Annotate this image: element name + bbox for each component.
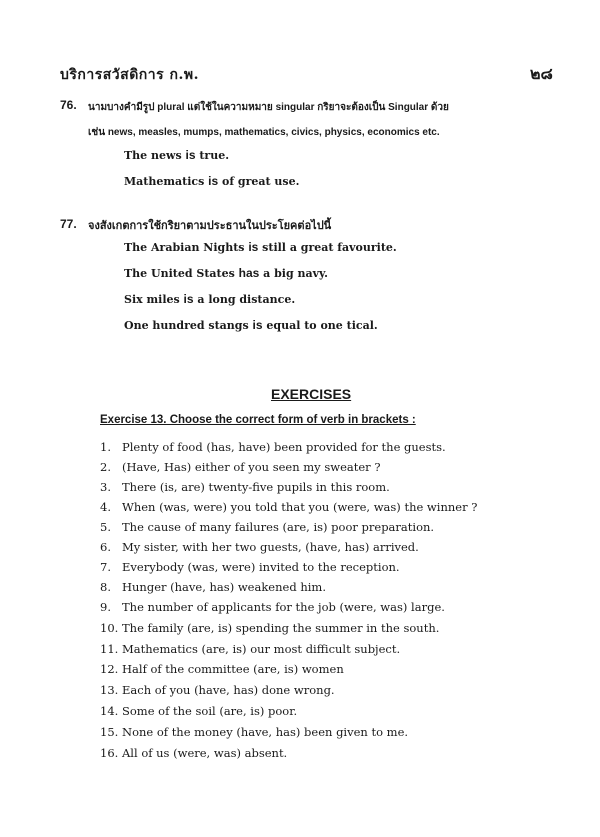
exercise-item <box>100 580 326 594</box>
exercise-item-text: When (was, were) you told that you (were, was) the winner ? <box>122 500 478 514</box>
example-verb: is <box>208 174 219 188</box>
exercise-item-number: 16. <box>100 746 119 760</box>
exercise-item <box>100 725 408 739</box>
example-verb: is <box>185 148 196 162</box>
exercise-item-text: (Have, Has) either of you seen my sweater ? <box>122 460 381 474</box>
exercise-item-text: Half of the committee (are, is) women <box>122 662 344 676</box>
exercise-item-number: 5. <box>100 520 111 534</box>
example-subject: Mathematics <box>124 175 209 188</box>
example-rest: true. <box>195 149 230 162</box>
exercise-item <box>100 560 400 574</box>
example-subject: The United States <box>124 267 239 280</box>
exercise-item-number: 15. <box>100 725 119 739</box>
example-rest: a long distance. <box>193 293 296 306</box>
exercise-item <box>100 704 297 718</box>
exercise-item <box>100 500 477 514</box>
exercise-item-text: Plenty of food (has, have) been provided for the guests. <box>122 440 446 454</box>
example-subject: The news <box>124 149 186 162</box>
exercise-item-number: 1. <box>100 440 111 454</box>
exercise-item-text: Hunger (have, has) weakened him. <box>122 580 326 594</box>
exercise-item <box>100 460 381 474</box>
example-subject: One hundred stangs <box>124 319 253 332</box>
running-header: บริการสวัสดิการ ก.พ. <box>60 67 199 83</box>
exercise-item <box>100 683 335 697</box>
exercise-item <box>100 746 287 760</box>
rule-76-line-2: เช่น news, measles, mumps, mathematics, civics, physics, economics etc. <box>88 127 440 138</box>
exercise-item-number: 13. <box>100 683 119 697</box>
exercise-item-text: There (is, are) twenty-five pupils in this room. <box>122 480 390 494</box>
exercise-item-text: My sister, with her two guests, (have, has) arrived. <box>122 540 419 554</box>
example-verb: has <box>238 266 260 280</box>
exercise-item-text: Each of you (have, has) done wrong. <box>122 683 335 697</box>
example-verb: is <box>248 240 259 254</box>
exercise-item-number: 3. <box>100 480 111 494</box>
exercise-item-text: Everybody (was, were) invited to the reception. <box>122 560 400 574</box>
exercise-item-text: The number of applicants for the job (were, was) large. <box>122 600 445 614</box>
exercise-heading <box>100 414 416 426</box>
rule-77-number: 77. <box>60 217 77 231</box>
exercise-item-text: All of us (were, was) absent. <box>122 746 288 760</box>
exercise-item-text: None of the money (have, has) been given to me. <box>122 725 409 739</box>
example-rest: still a great favourite. <box>258 241 397 254</box>
exercise-item-number: 12. <box>100 662 119 676</box>
exercise-item-text: The family (are, is) spending the summer in the south. <box>122 621 440 635</box>
rule-77-example-2 <box>124 266 328 280</box>
example-subject: The Arabian Nights <box>124 241 249 254</box>
example-rest: equal to one tical. <box>262 319 378 332</box>
exercise-item-number: 8. <box>100 580 111 594</box>
exercise-item-number: 2. <box>100 460 111 474</box>
exercise-item <box>100 540 419 554</box>
exercise-item-number: 10. <box>100 621 119 635</box>
exercise-item-number: 11. <box>100 642 119 656</box>
exercise-item <box>100 621 439 635</box>
exercises-title: EXERCISES <box>271 386 352 402</box>
example-rest: a big navy. <box>259 267 328 280</box>
rule-77-example-3 <box>124 292 295 306</box>
exercise-item <box>100 440 446 454</box>
example-subject: Six miles <box>124 293 184 306</box>
example-rest: of great use. <box>218 175 300 188</box>
rule-76-line-1: นามบางคำมีรูป plural แต่ใช้ในความหมาย singular กริยาจะต้องเป็น Singular ด้วย <box>88 102 449 113</box>
exercise-item <box>100 642 400 656</box>
rule-76-example-1 <box>124 148 229 162</box>
page-number: ๒๘ <box>530 64 553 83</box>
exercise-item-number: 9. <box>100 600 111 614</box>
exercise-item-text: Some of the soil (are, is) poor. <box>122 704 298 718</box>
rule-76-example-2 <box>124 174 299 188</box>
exercise-item-number: 14. <box>100 704 119 718</box>
exercise-item-number: 4. <box>100 500 111 514</box>
rule-77-example-4 <box>124 318 378 332</box>
exercise-item-text: Mathematics (are, is) our most difficult subject. <box>122 642 401 656</box>
exercise-heading-label: Exercise 13. <box>100 414 167 426</box>
rule-76-number: 76. <box>60 98 77 112</box>
exercise-heading-text: Choose the correct form of verb in brackets : <box>166 414 416 426</box>
exercise-item <box>100 600 445 614</box>
example-verb: is <box>183 292 194 306</box>
exercise-item <box>100 480 390 494</box>
exercise-item <box>100 520 434 534</box>
example-verb: is <box>252 318 263 332</box>
exercise-item-number: 7. <box>100 560 111 574</box>
exercise-item <box>100 662 344 676</box>
exercise-item-text: The cause of many failures (are, is) poor preparation. <box>122 520 435 534</box>
rule-77-example-1 <box>124 240 397 254</box>
exercise-item-number: 6. <box>100 540 111 554</box>
rule-77-line-1: จงสังเกตการใช้กริยาตามประธานในประโยคต่อไปนี้ <box>88 220 332 232</box>
